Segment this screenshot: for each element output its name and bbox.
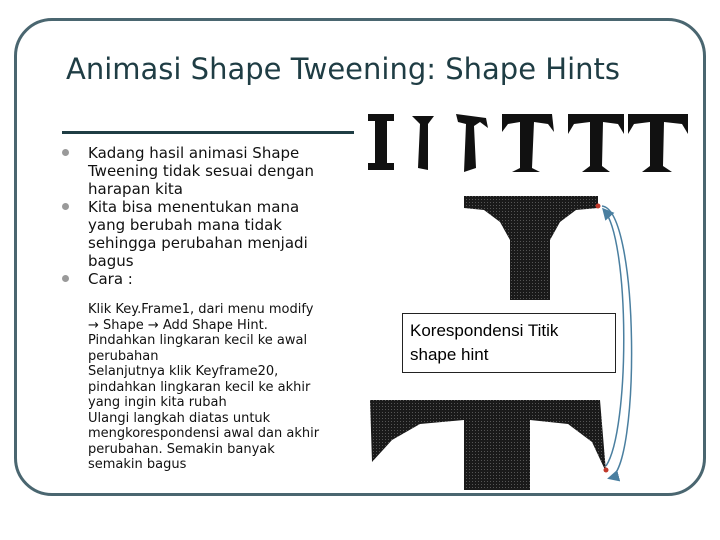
step-item: Ulangi langkah diatas untuk mengkorespondensi awal dan akhir perubahan. Semakin banyak semakin bagus — [88, 410, 320, 472]
hint-label-box — [402, 313, 616, 373]
step-item: Selanjutnya klik Keyframe20, pindahkan lingkaran kecil ke akhir yang ingin kita rubah — [88, 364, 311, 410]
end-shape-t — [370, 400, 606, 490]
slide-title: Animasi Shape Tweening: Shape Hints — [66, 52, 620, 86]
hint-point-start — [596, 204, 601, 209]
bullet-text: Kita bisa menentukan mana yang berubah mana tidak sehingga perubahan menjadi bagus — [88, 198, 308, 270]
hint-label: Korespondensi Titik shape hint — [410, 321, 559, 364]
step-item: Klik Key.Frame1, dari menu modify → Shape → Add Shape Hint. Pindahkan lingkaran kecil ke awal perubahan — [88, 302, 314, 364]
bullet-text: Cara : — [88, 270, 133, 288]
start-shape-t — [464, 196, 598, 300]
hint-point-end — [604, 468, 609, 473]
bullet-text: Kadang hasil animasi Shape Tweening tidak sesuai dengan harapan kita — [88, 144, 315, 198]
